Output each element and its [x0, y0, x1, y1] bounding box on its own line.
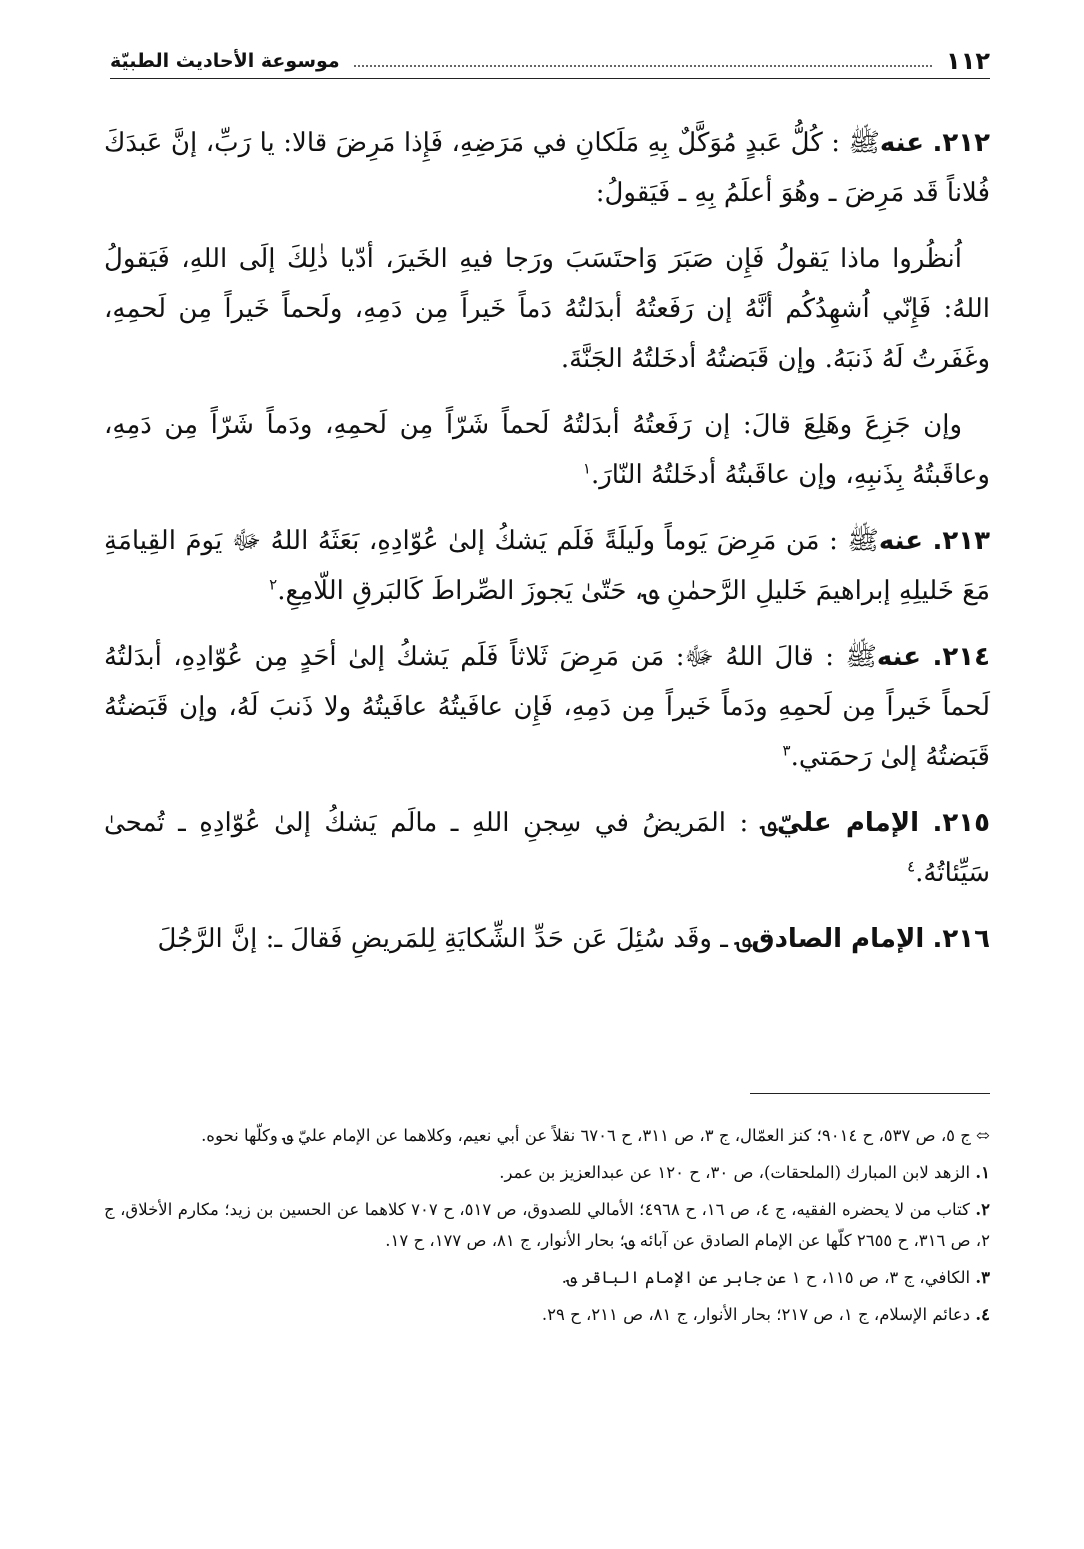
- footnote-text: كتاب من لا يحضره الفقيه، ج ٤، ص ١٦، ح ٤٩٦٨؛ الأمالي للصدوق، ص ٥١٧، ح ٧٠٧ كلاهما عن الحسين بن زيد؛ مكارم الأخلاق، ج ٢، ص ٣١٦، ح ٢٦٥٥ كلّها عن الإمام الصادق عن آبائه ؈؛ بحار الأنوار، ج ٨١، ص ١٧٧، ح ١٧.: [104, 1200, 990, 1250]
- honorific-glyph: ؈: [736, 924, 752, 954]
- running-header: [110, 44, 990, 79]
- footnote-number: ٤.: [975, 1305, 990, 1324]
- main-text: [104, 118, 990, 980]
- hadith-text: ـ وقَد سُئِلَ عَن حَدِّ الشِّكايَةِ لِلمَريضِ فَقالَ ـ: إنَّ الرَّجُلَ: [157, 924, 728, 954]
- hadith-number: ٢١٥.: [932, 808, 990, 838]
- hadith-213: [104, 516, 990, 616]
- hadith-source: عنه: [876, 642, 922, 672]
- hadith-text: : كُلُّ عَبدٍ مُوَكَّلٌ بِهِ مَلَكانِ في مَرَضِهِ، فَإِذا مَرِضَ قالا: يا رَبِّ، إنَّ عَبدَكَ فُلاناً قَد مَرِضَ ـ وهُوَ أعلَمُ بِهِ ـ فَيَقولُ:: [104, 128, 990, 208]
- footnote-number: ١.: [975, 1163, 990, 1182]
- hadith-215: [104, 798, 990, 898]
- hadith-source: الإمام الصادق: [751, 924, 925, 954]
- footnote-2: [104, 1194, 990, 1256]
- footnote-number: ٣.: [975, 1268, 990, 1287]
- honorific-glyph: ؈: [761, 808, 777, 838]
- hadith-number: ٢١٢.: [932, 128, 991, 158]
- footnote-number: ٢.: [975, 1200, 991, 1219]
- continuation-arrow-icon: ⬄: [976, 1126, 990, 1145]
- footnote-1: [104, 1157, 990, 1188]
- honorific-glyph: ﷺ: [848, 128, 880, 158]
- hadith-text: : المَريضُ في سِجنِ اللهِ ـ مالَم يَشكُ إلىٰ عُوّادِهِ ـ تُمحىٰ سَيِّئاتُهُ.: [104, 808, 990, 888]
- footnotes: [104, 1120, 990, 1336]
- hadith-216: [104, 914, 990, 964]
- footnote-ref[interactable]: ٣: [782, 741, 791, 760]
- hadith-number: ٢١٦.: [932, 924, 990, 954]
- footnote-separator: [750, 1093, 990, 1094]
- hadith-number: ٢١٤.: [932, 642, 991, 672]
- page-number: ١١٢: [946, 47, 990, 75]
- hadith-212: [104, 118, 990, 218]
- honorific-glyph: ﷺ: [847, 526, 879, 556]
- hadith-text: : مَن مَرِضَ يَوماً ولَيلَةً فَلَم يَشكُ إلىٰ عُوّادِهِ، بَعَثَهُ اللهُ ﷻ يَومَ القِيامَةِ مَعَ خَليلِهِ إبراهيمَ خَليلِ الرَّحمٰنِ ؈، حَتّىٰ يَجوزَ الصِّراطَ كَالبَرقِ اللّامِعِ.: [104, 526, 990, 606]
- footnote-text: دعائم الإسلام، ج ١، ص ٢١٧؛ بحار الأنوار، ج ٨١، ص ٢١١، ح ٢٩.: [541, 1305, 971, 1324]
- footnote-4: [104, 1299, 990, 1330]
- footnote-text: الزهد لابن المبارك (الملحقات)، ص ٣٠، ح ١٢٠ عن عبدالعزيز بن عمر.: [499, 1163, 971, 1182]
- hadith-212-quote-1: اُنظُروا ماذا يَقولُ فَإِن صَبَرَ وَاحتَسَبَ ورَجا فيهِ الخَيرَ، أدّيا ذٰلِكَ إلَى اللهِ، فَيَقولُ اللهُ: فَإِنّي اُشهِدُكُم أنَّهُ إن رَفَعتُهُ أبدَلتُهُ دَماً خَيراً مِن دَمِهِ، ولَحماً خَيراً مِن لَحمِهِ، وغَفَرتُ لَهُ ذَنبَهُ. وإن قَبَضتُهُ أدخَلتُهُ الجَنَّةَ.: [104, 244, 990, 374]
- hadith-source: الإمام عليّ: [776, 808, 920, 838]
- quote-text: وإن جَزِعَ وهَلِعَ قالَ: إن رَفَعتُهُ أبدَلتُهُ لَحماً شَرّاً مِن لَحمِهِ، ودَماً شَرّاً مِن دَمِهِ، وعاقَبتُهُ بِذَنبِهِ، وإن عاقَبتُهُ أدخَلتُهُ النّارَ.: [104, 410, 990, 490]
- footnote-3: [104, 1262, 990, 1293]
- footnote-ref[interactable]: ٢: [269, 575, 278, 594]
- footnote-text: ج ٥، ص ٥٣٧، ح ٩٠١٤؛ كنز العمّال، ج ٣، ص ٣١١، ح ٦٧٠٦ نقلاً عن أبي نعيم، وكلاهما عن الإمام عليّ ؈ وكلّها نحوه.: [201, 1126, 971, 1145]
- hadith-number: ٢١٣.: [932, 526, 991, 556]
- hadith-212-quote-2: [104, 400, 990, 500]
- book-title: موسوعة الأحاديث الطبيّة: [110, 50, 340, 72]
- hadith-source: عنه: [878, 526, 923, 556]
- footnote-text: الكافي، ج ٣، ص ١١٥، ح ١ عن جابر عن الإمام الباقر ؈.: [561, 1268, 971, 1287]
- footnote-continuation: [104, 1120, 990, 1151]
- hadith-text: : قالَ اللهُ ﷻ: مَن مَرِضَ ثَلاثاً فَلَم يَشكُ إلىٰ أحَدٍ مِن عُوّادِهِ، أبدَلتُهُ لَحماً خَيراً مِن لَحمِهِ ودَماً خَيراً مِن دَمِهِ، فَإِن عافَيتُهُ عافَيتُهُ ولا ذَنبَ لَهُ، وإن قَبَضتُهُ قَبَضتُهُ إلىٰ رَحمَتي.: [104, 642, 990, 772]
- hadith-214: [104, 632, 990, 782]
- footnote-ref[interactable]: ٤: [907, 857, 916, 876]
- hadith-source: عنه: [879, 128, 925, 158]
- honorific-glyph: ﷺ: [845, 642, 877, 672]
- dotted-leader: [354, 65, 932, 67]
- footnote-ref[interactable]: ١: [582, 459, 591, 478]
